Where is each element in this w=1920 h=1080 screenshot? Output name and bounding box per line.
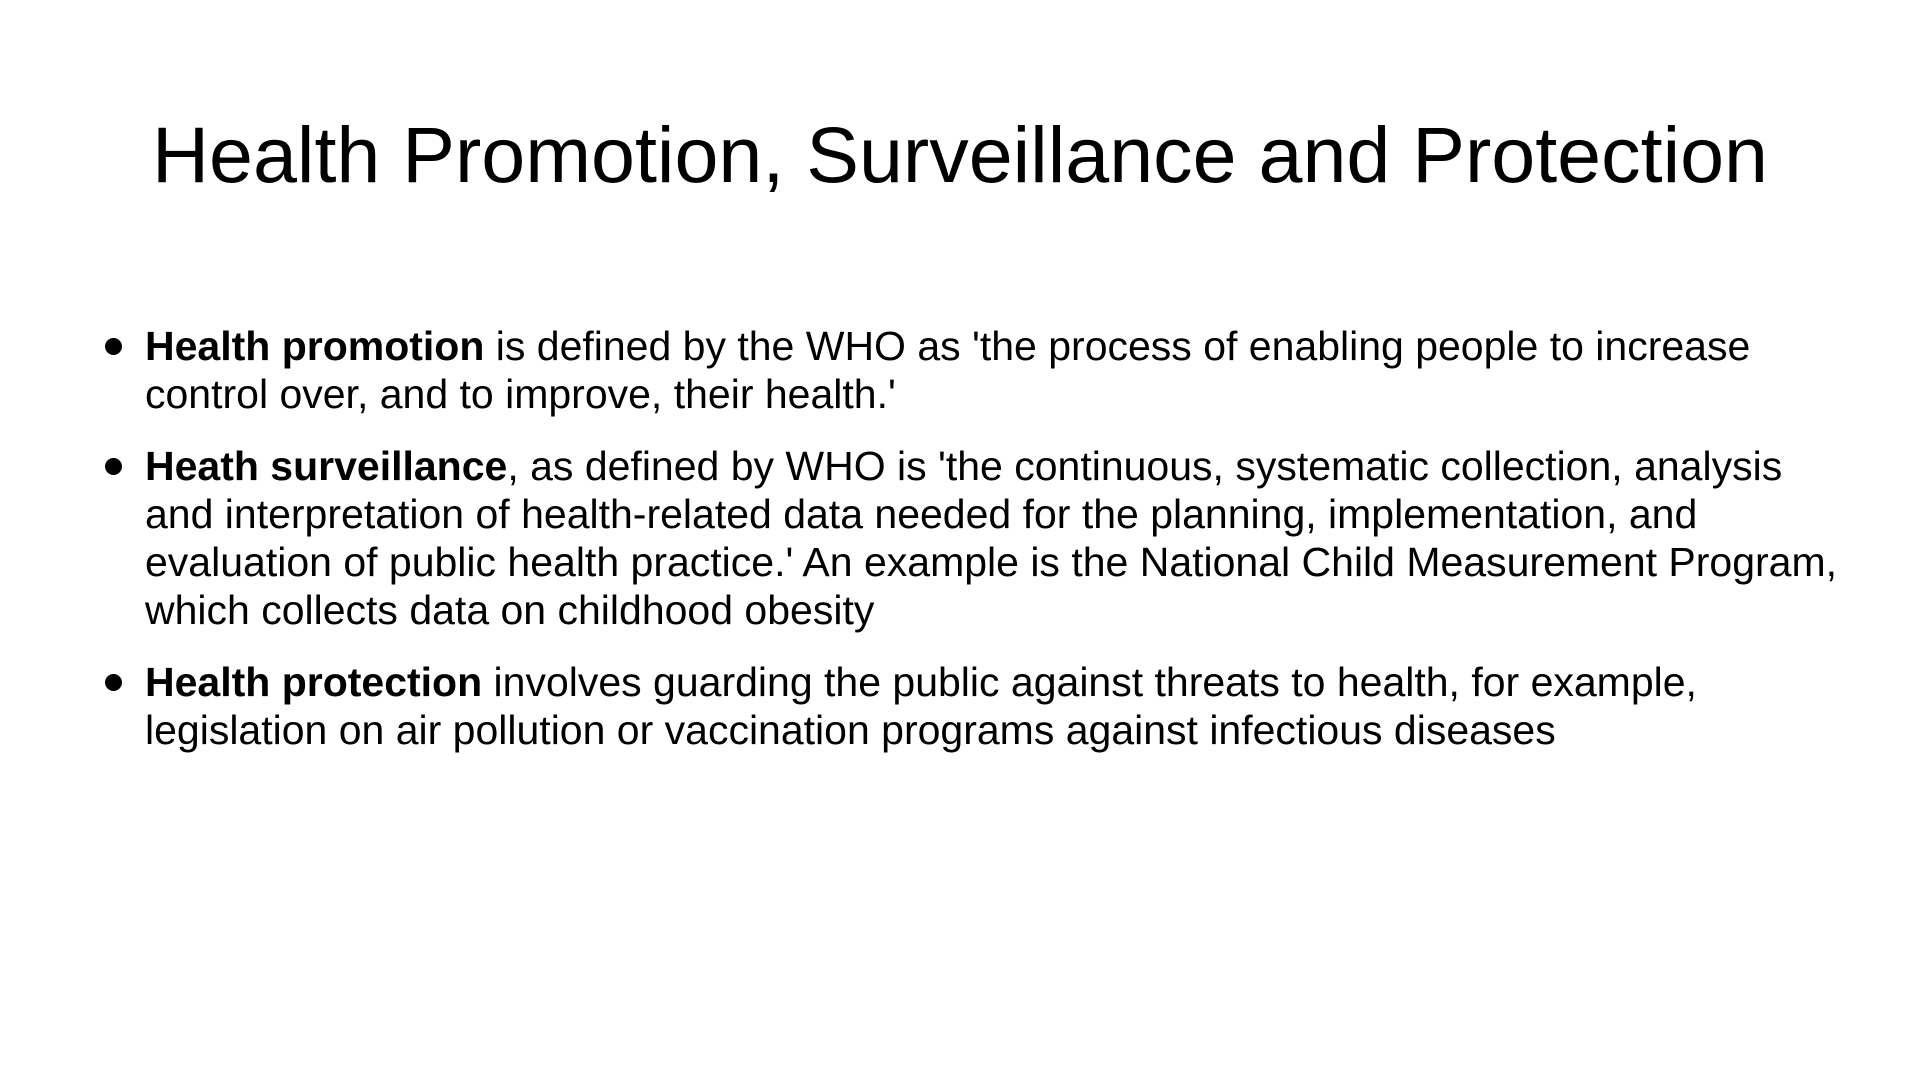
bullet-item-health-protection: [103, 658, 1843, 754]
bullet-dot-icon: [105, 338, 122, 355]
bullet-term: Health protection: [145, 659, 483, 705]
bullet-list: [103, 322, 1843, 778]
bullet-text: , as defined by WHO is 'the continuous, systematic collection, analysis and interpretation of health-related data needed for the planning, implementation, and evaluation of public health practice.' An example is the National Child Measurement Program, which collects data on childhood obesity: [145, 443, 1838, 633]
bullet-term: Health promotion: [145, 323, 485, 369]
bullet-item-health-surveillance: [103, 442, 1843, 634]
bullet-dot-icon: [105, 458, 122, 475]
bullet-item-health-promotion: [103, 322, 1843, 418]
bullet-dot-icon: [105, 674, 122, 691]
slide-title: Health Promotion, Surveillance and Protection: [152, 109, 1768, 199]
bullet-text: is defined by the WHO as 'the process of enabling people to increase control over, and to improve, their health.': [145, 323, 1751, 417]
bullet-text: involves guarding the public against threats to health, for example, legislation on air pollution or vaccination programs against infectious diseases: [145, 659, 1697, 753]
bullet-term: Heath surveillance: [145, 443, 508, 489]
